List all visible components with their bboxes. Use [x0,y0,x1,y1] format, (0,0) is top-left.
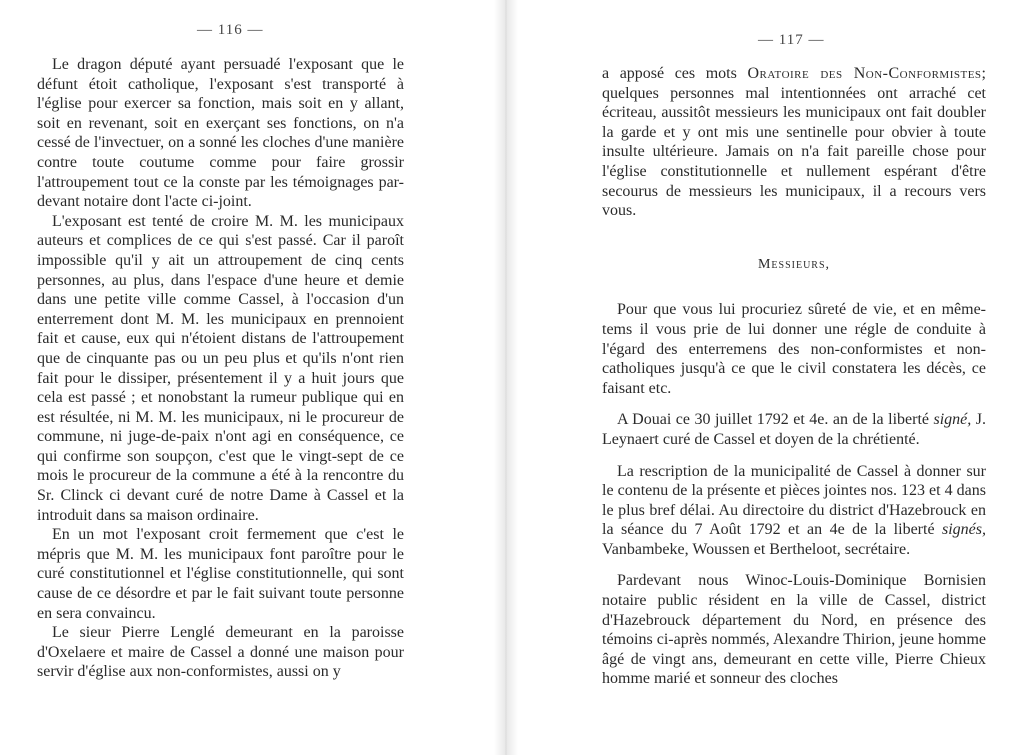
left-page-text [37,55,404,682]
page-number-116: — 116 — [197,22,264,38]
continuation-text-end: ; quelques personnes mal intentionnées ont arraché cet écriteau, aussitôt messieurs les municipaux ont fait doubler la garde et y ont mis une sentinelle pour obvier à toute insulte ultérieure. Jamais on n'a fait pareille chose pour l'église constitutionnelle et nullement espérant d'être secourus de messieurs les municipaux, il a recours vers vous. [602,65,986,220]
douai-signe: signé, [933,411,972,429]
continuation-text-start: a apposé ces mots [602,65,748,82]
book-gutter [494,0,518,755]
paragraph-exposant: L'exposant est tenté de croire M. M. les municipaux auteurs et complices de ce qui s'est passé. Car il paroît impossible qu'il y ait un attroupement de cinq cents personnes, au plus, dans l'espace d'une heure et demie dans une petite ville comme Cassel, à l'occasion d'un enterrement dont M. M. les municipaux en prennoient fait et cause, eux qui n'étoient distans de l'attroupement que de cinquante pas ou un peu plus et qu'ils n'ont rien fait pour le dissiper, présentement il y a huit jours que cela est passé ; et nonobstant la rumeur publique qui en est résultée, ni M. M. les municipaux, ni le procureur de commune, ni juge-de-paix n'ont agi en conséquence, ce qui confirme son soupçon, c'est que le vingt-sept de ce mois le procureur de la commune a été à la rencontre du Sr. Clinck ci devant curé de notre Dame à Cassel et la introduit dans sa maison ordinaire. [37,212,404,524]
right-page-text [602,64,986,689]
paragraph-dragon: Le dragon député ayant persuadé l'exposant que le défunt étoit catholique, l'exposant s'est transporté à l'église pour exercer sa fonction, mais soit en y allant, soit en revenant, soit en exerçant ses fonctions, on n'a cessé de l'invectuer, on a sonné les cloches d'une manière contre toute coutume comme pour faire grossir l'attroupement tout ce la conste par les témoignages par-devant notaire dont l'acte ci-joint. [37,56,404,211]
left-page [0,0,494,755]
paragraph-douai [602,410,986,449]
page-number-117: — 117 — [758,32,825,48]
rescription-text: La rescription de la municipalité de Cassel à donner sur le contenu de la présente et pièces jointes nos. 123 et 4 dans le plus bref délai. Au directoire du district d'Hazebrouck en la séance du 7 Août 1792 et an 4e de la liberté [602,462,986,539]
paragraph-mepris: En un mot l'exposant croit fermement que c'est le mépris que M. M. les municipaux font paroître pour le curé constitutionnel et l'église constitutionnelle, qui sont cause de ce désordre et par le fait suivant toute personne en sera convaincu. [37,526,404,622]
paragraph-rescription [602,462,986,560]
paragraph-notaire: Pardevant nous Winoc-Louis-Dominique Bornisien notaire public résident en la ville de Cassel, district d'Hazebrouck département du Nord, en présence des témoins ci-après nommés, Alexandre Thirion, jeune homme âgé de vingt ans, demeurant en cette ville, Pierre Chieux homme marié et sonneur des cloches [602,572,986,688]
douai-date: A Douai ce 30 juillet 1792 et 4e. an de la liberté [617,411,934,429]
right-page [518,0,1024,755]
paragraph-continuation [602,64,986,221]
douai-signatory: J. Leynaert curé de Cassel et doyen de la chrétienté. [602,411,986,448]
rescription-signes: signés, [942,521,986,539]
rescription-signatories: Vanbambeke, Woussen et Bertheloot, secrétaire. [602,540,911,558]
paragraph-lengle: Le sieur Pierre Lenglé demeurant en la paroisse d'Oxelaere et maire de Cassel a donné une maison pour servir d'église aux non-conformistes, aussi on y [37,624,404,681]
paragraph-request: Pour que vous lui procuriez sûreté de vie, et en même-tems il vous prie de lui donner une régle de conduite à l'égard des enterremens des non-conformistes et non-catholiques jusqu'à ce que le civil constatera les décès, ce faisant etc. [602,301,986,397]
oratoire-inscription: Oratoire des Non-Conformistes [747,65,982,82]
salutation-heading: Messieurs, [757,256,831,272]
